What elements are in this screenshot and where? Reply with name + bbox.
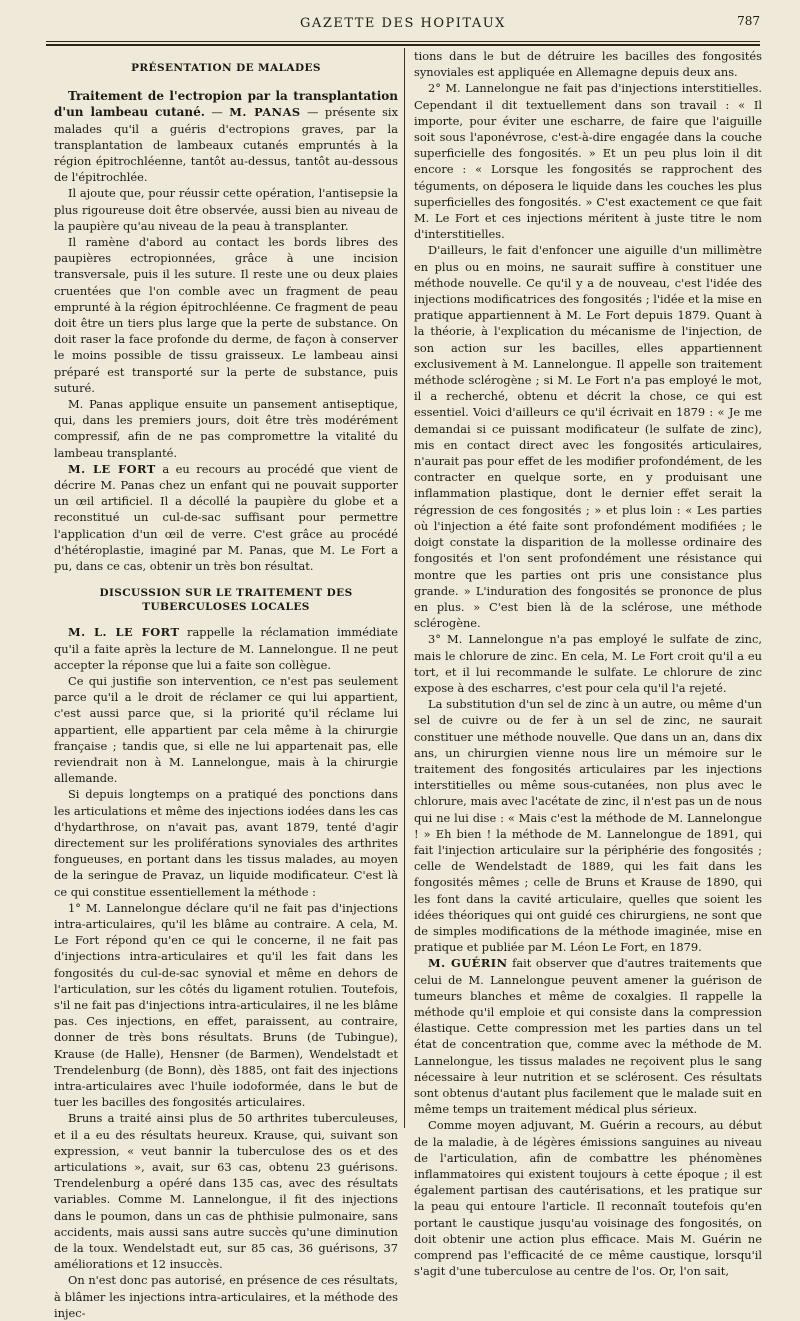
page-header bbox=[46, 12, 760, 40]
paragraph-text: rappelle la réclamation immédiate qu'il a faite après la lecture de M. Lannelongue. Il ne peut accepter la réponse que lui a faite son collègue. bbox=[54, 625, 398, 672]
paragraph: M. Panas applique ensuite un pansement antiseptique, qui, dans les premiers jours, doit être très modérément compressif, afin de ne pas compromettre la vitalité du lambeau transplanté. bbox=[54, 397, 398, 460]
page-number: 787 bbox=[737, 14, 760, 28]
author-name: M. LE FORT bbox=[68, 461, 156, 476]
paragraph: tions dans le but de détruire les bacilles des fongosités synoviales est appliquée en Allemagne depuis deux ans. bbox=[414, 49, 762, 80]
paragraph: Si depuis longtemps on a pratiqué des ponctions dans les articulations et même des injections iodées dans les cas d'hydarthrose, on n'avait pas, avant 1879, tenté d'agir directement sur les proliférations synoviales des arthrites fongueuses, en portant dans les tissus malades, au moyen de la seringue de Pravaz, un liquide modificateur. C'est là ce qui constitue essentiellement la méthode : bbox=[54, 787, 398, 899]
right-column bbox=[414, 48, 762, 1279]
paragraph: 1° M. Lannelongue déclare qu'il ne fait pas d'injections intra-articulaires, qu'il les blâme au contraire. A cela, M. Le Fort répond qu'en ce qui le concerne, il ne fait pas d'injections intra-articulaires et qu'il les fait dans les fongosités du cul-de-sac synovial et même en dehors de l'articulation, sur les côtés du ligament rotulien. Toutefois, s'il ne fait pas d'injections intra-articulaires, il ne les blâme pas. Ces injections, en effet, paraissent, au contraire, donner de très bons résultats. Bruns (de Tubingue), Krause (de Halle), Hensner (de Barmen), Wendelstadt et Trendelenburg (de Bonn), dès 1885, ont fait des injections intra-articulaires avec l'huile iodoformée, dans le but de tuer les bacilles des fongosités articulaires. bbox=[54, 900, 398, 1110]
header-rule-thin bbox=[46, 41, 760, 42]
section-title-discussion: DISCUSSION SUR LE TRAITEMENT DES TUBERCULOSES LOCALES bbox=[99, 587, 353, 614]
paragraph bbox=[54, 624, 398, 673]
paragraph bbox=[414, 955, 762, 1117]
paragraph: Bruns a traité ainsi plus de 50 arthrites tuberculeuses, et il a eu des résultats heureux. Krause, qui, suivant son expression, « veut bannir la tuberculose des os et des articulations », avait, sur 63 cas, obtenu 23 guérisons. Trendelenburg a opéré dans 135 cas, avec des résultats variables. Comme M. Lannelongue, il fit des injections dans le poumon, dans un cas de phthisie pulmonaire, sans accidents, mais aussi sans autre succès qu'une diminution de la toux. Wendelstadt eut, sur 85 cas, 36 guérisons, 37 améliorations et 12 insuccès. bbox=[54, 1111, 398, 1272]
paragraph-text: fait observer que d'autres traitements que celui de M. Lannelongue peuvent amener la guérison de tumeurs blanches et même de coxalgies. Il rappelle la méthode qu'il emploie et qui consiste dans la compression élastique. Cette compression met les parties dans un tel état de concentration que, comme avec la méthode de M. Lannelongue, les tissus malades ne reçoivent plus le sang nécessaire à leur nutrition et se sclérosent. Ces résultats sont obtenus d'autant plus facilement que le malade suit en même temps un traitement médical plus sérieux. bbox=[414, 956, 762, 1117]
journal-title: GAZETTE DES HOPITAUX bbox=[300, 16, 506, 31]
header-rule-thick bbox=[46, 44, 760, 46]
paragraph bbox=[54, 88, 398, 185]
paragraph bbox=[54, 461, 398, 574]
paragraph-text: — présente six malades qu'il a guéris d'ectropions graves, par la transplantation de lambeaux cutanés empruntés à la région épitrochléenne, tantôt au-dessus, tantôt au-dessous de l'épitrochlée. bbox=[54, 105, 399, 185]
paragraph: Comme moyen adjuvant, M. Guérin a recours, au début de la maladie, à de légères émissions sanguines au niveau de l'articulation, afin de combattre les phénomènes inflammatoires qui existent toujours à cette époque ; il est également partisan des cautérisations, et les pratique sur la peau qui entoure l'article. Il reconnaît toutefois qu'en portant le caustique jusqu'au voisinage des fongosités, on doit obtenir une action plus efficace. Mais M. Guérin ne comprend pas l'efficacité de ce même caustique, lorsqu'il s'agit d'une tuberculose au centre de l'os. Or, l'on sait, bbox=[414, 1118, 762, 1279]
column-divider bbox=[404, 48, 405, 1128]
paragraph: Ce qui justifie son intervention, ce n'est pas seulement parce qu'il a le droit de réclamer ce qui lui appartient, c'est aussi parce que, si la priorité qu'il réclame lui appartient, elle appartient par cela même à la chirurgie française ; tandis que, si elle ne lui appartenait pas, elle reviendrait non à M. Lannelongue, mais à la chirurgie allemande. bbox=[54, 673, 398, 786]
paragraph: 3° M. Lannelongue n'a pas employé le sulfate de zinc, mais le chlorure de zinc. En cela, M. Le Fort croit qu'il a eu tort, et il lui recommande le sulfate. Le chlorure de zinc expose à des escharres, c'est pour cela qu'il l'a rejeté. bbox=[414, 632, 762, 695]
paragraph: On n'est donc pas autorisé, en présence de ces résultats, à blâmer les injections intra-articulaires, et la méthode des injec- bbox=[54, 1273, 398, 1320]
author-name: M. PANAS bbox=[229, 105, 301, 120]
dash: — bbox=[204, 105, 230, 120]
paragraph: 2° M. Lannelongue ne fait pas d'injections interstitielles. Cependant il dit textuellement dans son travail : « Il importe, pour éviter une escharre, de faire que l'aiguille soit sous l'aponévrose, c'est-à-dire engagée dans la couche superficielle des fongosités. » Et un peu plus loin il dit encore : « Lorsque les fongosités se rapprochent des téguments, on déposera le liquide dans les couches les plus superficielles des fongosités. » C'est exactement ce que fait M. Le Fort et ces injections méritent à juste titre le nom d'interstitielles. bbox=[414, 81, 762, 242]
paragraph: La substitution d'un sel de zinc à un autre, ou même d'un sel de cuivre ou de fer à un sel de zinc, ne saurait constituer une méthode nouvelle. Que dans un an, dans dix ans, un chirurgien vienne nous lire un mémoire sur le traitement des fongosités articulaires par les injections interstitielles ou même sous-cutanées, non plus avec le chlorure, mais avec l'acétate de zinc, il n'est pas un de nous qui ne lui dise : « Mais c'est la méthode de M. Lannelongue ! » Eh bien ! la méthode de M. Lannelongue de 1891, qui fait l'injection articulaire sur la périphérie des fongosités ; celle de Wendelstadt de 1889, qui les fait dans les fongosités mêmes ; celle de Bruns et Krause de 1890, qui les font dans la cavité articulaire, quelles que soient les idées théoriques qui ont guidé ces chirurgiens, ne sont que de simples modifications de la méthode imaginée, mise en pratique et publiée par M. Léon Le Fort, en 1879. bbox=[414, 697, 762, 955]
author-name: M. GUÉRIN bbox=[428, 956, 508, 971]
paragraph-text: a eu recours au procédé que vient de décrire M. Panas chez un enfant qui ne pouvait supporter un œil artificiel. Il a décollé la paupière du globe et a reconstitué un cul-de-sac suffisant pour permettre l'application d'un œil de verre. C'est grâce au procédé d'hétéroplastie, imaginé par M. Panas, que M. Le Fort a pu, dans ce cas, obtenir un très bon résultat. bbox=[54, 461, 398, 574]
paragraph: D'ailleurs, le fait d'enfoncer une aiguille d'un millimètre en plus ou en moins, ne saurait suffire à constituer une méthode nouvelle. Ce qu'il y a de nouveau, c'est l'idée des injections modificatrices des fongosités ; l'idée et la mise en pratique appartiennent à M. Le Fort depuis 1879. Quant à la théorie, à l'explication du mécanisme de l'injection, de son action sur les bacilles, elles appartiennent exclusivement à M. Lannelongue. Il appelle son traitement méthode sclérogène ; si M. Le Fort n'a pas employé le mot, il a recherché, obtenu et décrit la chose, ce qui est essentiel. Voici d'ailleurs ce qu'il écrivait en 1879 : « Je me demandai si ce puissant modificateur (le sulfate de zinc), mis en contact direct avec les fongosités articulaires, n'aurait pas pour effet de les modifier profondément, de les contracter en quelque sorte, en y produisant une inflammation plastique, dont le dernier effet serait la régression de ces fongosités ; » et plus loin : « Les parties où l'injection a été faite sont profondément modifiées ; le doigt constate la disparition de la mollesse ordinaire des fongosités et l'on sent profondément une résistance qui montre que les parties ont pris une consistance plus grande. » L'induration des fongosités se prononce de plus en plus. » C'est bien là de la sclérose, une méthode sclérogène. bbox=[414, 243, 762, 631]
paragraph: Il ajoute que, pour réussir cette opération, l'antisepsie la plus rigoureuse doit être observée, aussi bien au niveau de la paupière qu'au niveau de la peau à transplanter. bbox=[54, 186, 398, 233]
paragraph: Il ramène d'abord au contact les bords libres des paupières ectropionnées, grâce à une incision transversale, puis il les suture. Il reste une ou deux plaies cruentées que l'on comble avec un fragment de peau emprunté à la région épitrochléenne. Ce fragment de peau doit être un tiers plus large que la perte de substance. On doit raser la face profonde du derme, de façon à conserver le moins possible de tissu graisseux. Le lambeau ainsi préparé est transporté sur la perte de substance, puis suturé. bbox=[54, 235, 398, 395]
section-title-presentation: PRÉSENTATION DE MALADES bbox=[131, 62, 321, 74]
author-name: M. L. LE FORT bbox=[68, 625, 180, 640]
left-column bbox=[54, 54, 399, 1320]
article-lead: Traitement de l'ectropion par la transplantation d'un lambeau cutané. bbox=[54, 89, 398, 120]
